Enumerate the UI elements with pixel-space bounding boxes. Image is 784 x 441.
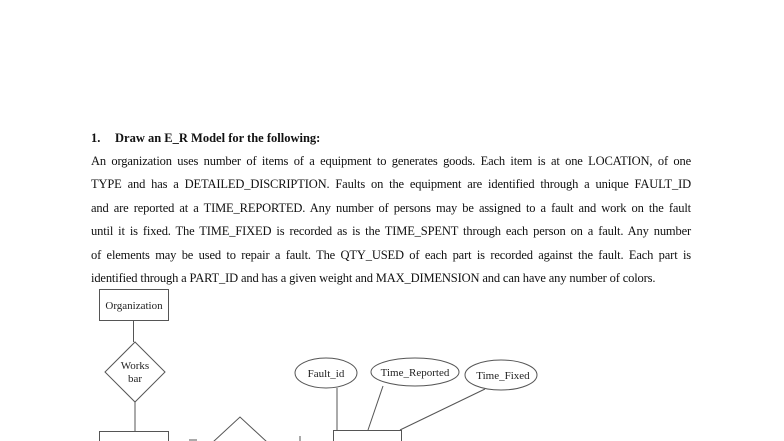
connector-line bbox=[368, 386, 383, 430]
fault-entity-box bbox=[334, 431, 402, 441]
question-line: TYPE and has a DETAILED_DISCRIPTION. Faults on the equipment are identified through a unique FAULT_ID bbox=[91, 177, 691, 192]
question-line: and are reported at a TIME_REPORTED. Any number of persons may be assigned to a fault and work on the fault bbox=[91, 200, 691, 215]
time-fixed-label: Time_Fixed bbox=[476, 370, 530, 382]
middle-relationship-diamond bbox=[213, 417, 267, 441]
question-line: identified through a PART_ID and has a given weight and MAX_DIMENSION and can have any number of colors. bbox=[91, 270, 656, 285]
question-line: until it is fixed. The TIME_FIXED is recorded as is the TIME_SPENT through each person on a fault. Any number bbox=[91, 224, 691, 239]
fault-id-label: Fault_id bbox=[307, 368, 345, 380]
organization-entity-label: Organization bbox=[105, 300, 163, 312]
question-number: 1. bbox=[91, 131, 101, 145]
lower-left-entity-box bbox=[100, 432, 169, 441]
works-bar-relationship-diamond bbox=[105, 342, 165, 402]
question-line: of elements may be used to repair a fault. The QTY_USED of each part is recorded against the fault. Each part is bbox=[91, 247, 691, 262]
question-line: An organization uses number of items of a equipment to generates goods. Each item is at one LOCATION, of one bbox=[91, 154, 691, 168]
question-heading-text: Draw an E_R Model for the following: bbox=[115, 131, 321, 145]
connector-line bbox=[400, 389, 485, 430]
works-bar-label-line2: bar bbox=[127, 373, 143, 385]
works-bar-label-line1: Works bbox=[120, 360, 150, 372]
time-reported-label: Time_Reported bbox=[380, 367, 450, 379]
